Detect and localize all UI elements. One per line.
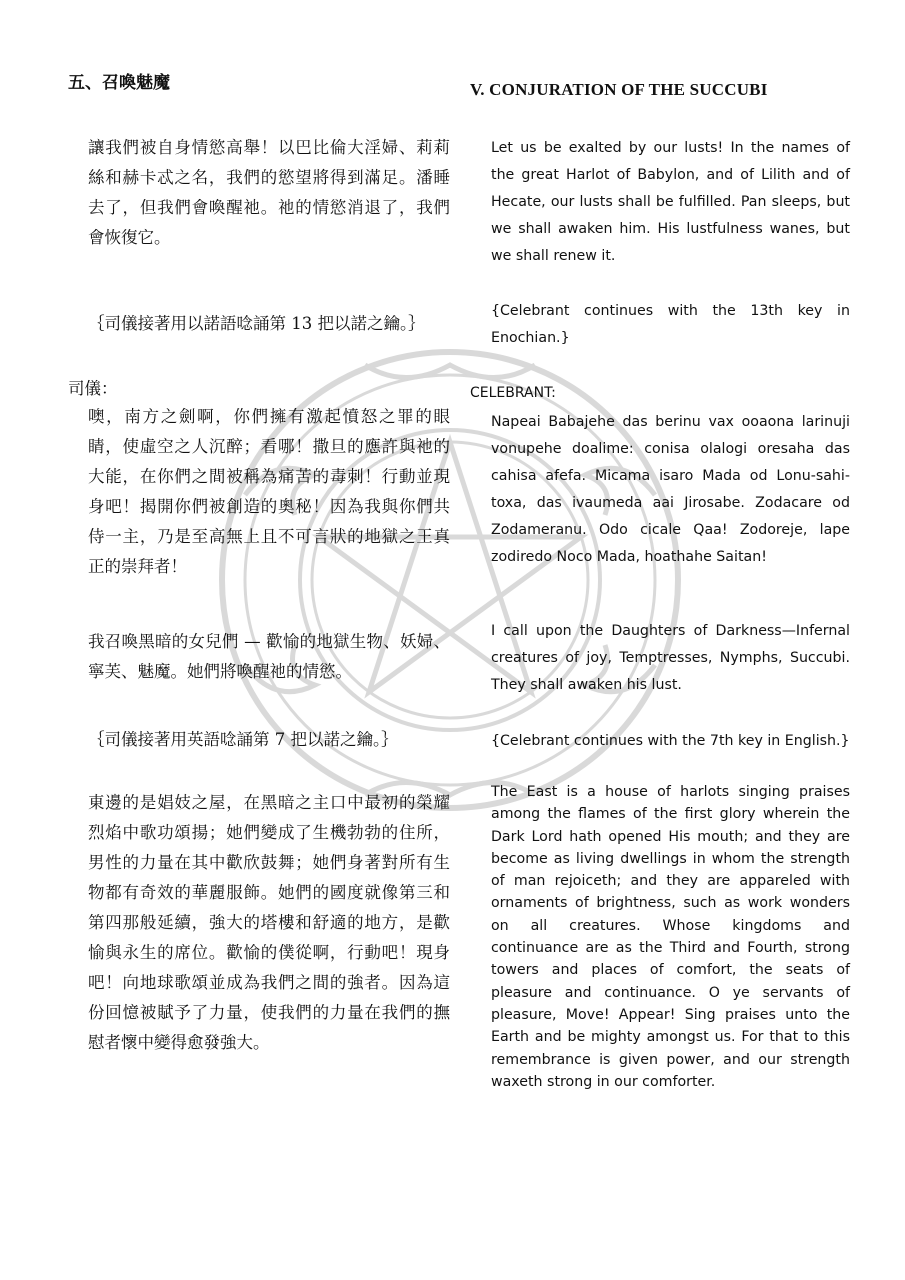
zh-speaker-label: 司儀： [68,379,118,398]
en-rubric-1: {Celebrant continues with the 13th key in Enochian.} [491,303,850,346]
zh-section-title: 五、召喚魅魔 [68,73,170,93]
en-paragraph-4: The East is a house of harlots singing praises among the flames of the first glory wherein the Dark Lord hath opened His mouth; and they are become as living dwellings in whom the strength of man rejoiceth; and they are appareled with ornaments of brightness, such as work wonders on all creatures. Whose kingdoms and continuance are as the Third and Fourth, strong towers and places of comfort, the seats of pleasure and continuance. O ye servants of pleasure, Move! Appear! Sing praises unto the Earth and be mighty amongst us. For that to this remembrance is given power, and our strength waxeth strong in our comforter. [491,784,850,1090]
zh-paragraph-4: 東邊的是娼妓之屋，在黑暗之主口中最初的榮耀烈焰中歌功頌揚；她們變成了生機勃勃的住所，男性的力量在其中歡欣鼓舞；她們身著對所有生物都有奇效的華麗服飾。她們的國度就像第三和第四那般延續，強大的塔樓和舒適的地方，是歡愉與永生的席位。歡愉的僕從啊，行動吧！現身吧！向地球歌頌並成為我們之間的強者。因為這份回憶被賦予了力量，使我們的力量在我們的撫慰者懷中變得愈發強大。 [88,793,450,1052]
zh-rubric-1: ｛司儀接著用以諾語唸誦第 13 把以諾之鑰。｝ [88,314,425,333]
en-rubric-2: {Celebrant continues with the 7th key in English.} [491,733,850,749]
en-paragraph-2: Napeai Babajehe das berinu vax ooaona larinuji vonupehe doalime: conisa olalogi oresaha das cahisa afefa. Micama isaro Mada od Lonu-sahi-toxa, das ivaumeda aai Jirosabe. Zodacare od Zodameranu. Odo cicale Qaa! Zodoreje, lape zodiredo Noco Mada, hoathahe Saitan! [491,414,850,565]
zh-paragraph-1: 讓我們被自身情慾高舉！以巴比倫大淫婦、莉莉絲和赫卡忒之名，我們的慾望將得到滿足。潘睡去了，但我們會喚醒祂。祂的情慾消退了，我們會恢復它。 [88,138,450,247]
en-section-title: V. CONJURATION OF THE SUCCUBI [470,80,768,99]
en-paragraph-3: I call upon the Daughters of Darkness—Infernal creatures of joy, Temptresses, Nymphs, Succubi. They shall awaken his lust. [491,623,850,693]
zh-rubric-2: ｛司儀接著用英語唸誦第 7 把以諾之鑰。｝ [88,730,398,749]
en-speaker-label: CELEBRANT: [470,385,556,401]
zh-paragraph-2: 噢，南方之劍啊，你們擁有激起憤怒之罪的眼睛，使虛空之人沉醉；看哪！撒旦的應許與祂的大能，在你們之間被稱為痛苦的毒刺！行動並現身吧！揭開你們被創造的奧秘！因為我與你們共侍一主，乃是至高無上且不可言狀的地獄之王真正的崇拜者！ [88,407,450,576]
zh-paragraph-3: 我召喚黑暗的女兒們 — 歡愉的地獄生物、妖婦、寧芙、魅魔。她們將喚醒祂的情慾。 [88,632,450,681]
en-paragraph-1: Let us be exalted by our lusts! In the names of the great Harlot of Babylon, and of Lilith and of Hecate, our lusts shall be fulfilled. Pan sleeps, but we shall awaken him. His lustfulness wanes, but we shall renew it. [491,140,850,264]
